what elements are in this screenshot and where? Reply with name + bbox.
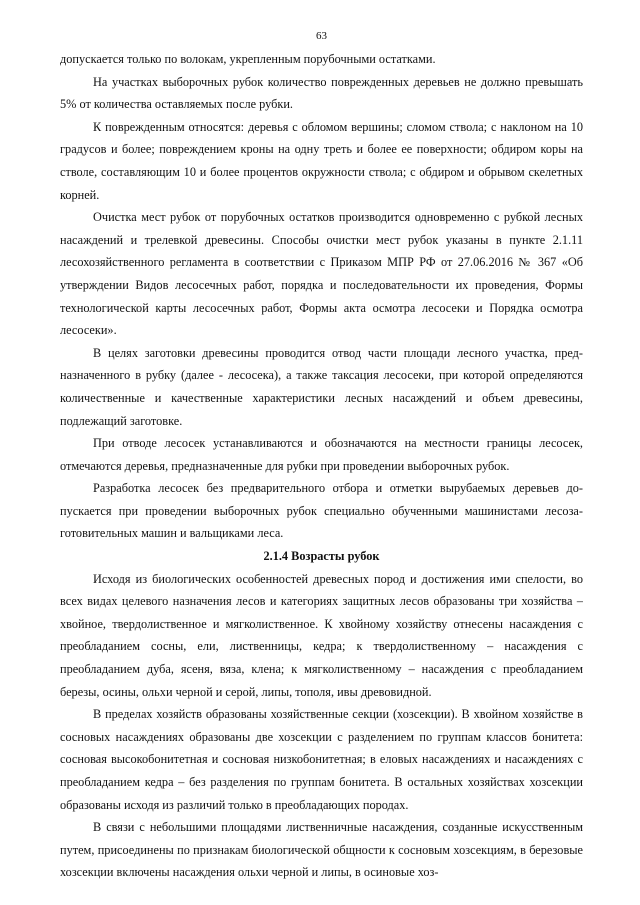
- paragraph: На участках выборочных рубок количество поврежденных деревьев не должно превышать 5% от количества оставляемых после рубки.: [60, 74, 583, 112]
- paragraph: В связи с небольшими площадями лиственничные насаждения, созданные искусственным путем, присоединены по признакам биологической общности к сосновым хозсекциям, в березовые хозсекции включены насаждения ольхи черной и липы, в осиновые хоз-: [60, 820, 583, 880]
- paragraph: Исходя из биологических особенностей древесных пород и достижения ими спелости, во всех видах целевого назначения лесов и категориях защитных лесов образованы три хозяйства – хвойное, твердолиственное и мягколиственное. К хвойному хозяйству отнесены насаждения с преобладанием сосны, ели, лиственницы, кедра; к твердолиственному – насаждения с преобладанием дуба, ясеня, вяза, клена; к мягколиственному – насаждения с преобладанием березы, осины, ольхи черной и серой, липы, тополя, ивы древовидной.: [60, 571, 583, 699]
- document-body: [60, 48, 583, 884]
- page-number: 63: [316, 30, 327, 42]
- paragraph: При отводе лесосек устанавливаются и обозначаются на местности границы лесосек, отмечаются деревья, предназначенные для рубки при проведении выборочных рубок.: [60, 436, 583, 473]
- paragraph: Разработка лесосек без предварительного отбора и отметки вырубаемых деревьев допускается при проведении выборочных рубок специально обученными машинистами лесозаготовительных машин и вальщиками леса.: [60, 481, 583, 541]
- paragraph: допускается только по волокам, укрепленным порубочными остатками.: [60, 52, 436, 66]
- section-heading: 2.1.4 Возрасты рубок: [263, 549, 380, 564]
- document-page: [60, 0, 583, 905]
- paragraph: К поврежденным относятся: деревья с обломом вершины; сломом ствола; с наклоном на 10 градусов и более; повреждением кроны на одну треть и более ее поверхности; обдиром коры на стволе, составляющим 10 и более процентов окружности ствола; с обдиром и обрывом скелетных корней.: [60, 119, 583, 202]
- paragraph: Очистка мест рубок от порубочных остатков производится одновременно с рубкой лесных насаждений и трелевкой древесины. Способы очистки мест рубок указаны в пункте 2.1.11 лесохозяйственного регламента в соответствии с Приказом МПР РФ от 27.06.2016 № 367 «Об утверждении Видов лесосечных работ, порядка и последовательности их проведения, Формы технологической карты лесосечных работ, Формы акта осмотра лесосеки и Порядка осмотра лесосеки».: [60, 210, 583, 338]
- paragraph: В пределах хозяйств образованы хозяйственные секции (хозсекции). В хвойном хозяйстве в сосновых насаждениях образованы две хозсекции с разделением по группам классов бонитета: сосновая высокобонитетная и сосновая низкобонитетная; в еловых насаждениях и насаждениях с преобладанием кедра – без разделения по группам бонитета. В остальных хозяйствах хозсекции образованы исходя из различий только в преобладающих породах.: [60, 707, 583, 812]
- paragraph: В целях заготовки древесины проводится отвод части площади лесного участка, предназначенного в рубку (далее - лесосека), а также таксация лесосеки, при которой определяются количественные и качественные характеристики лесных насаждений и объем древесины, подлежащий заготовке.: [60, 345, 583, 428]
